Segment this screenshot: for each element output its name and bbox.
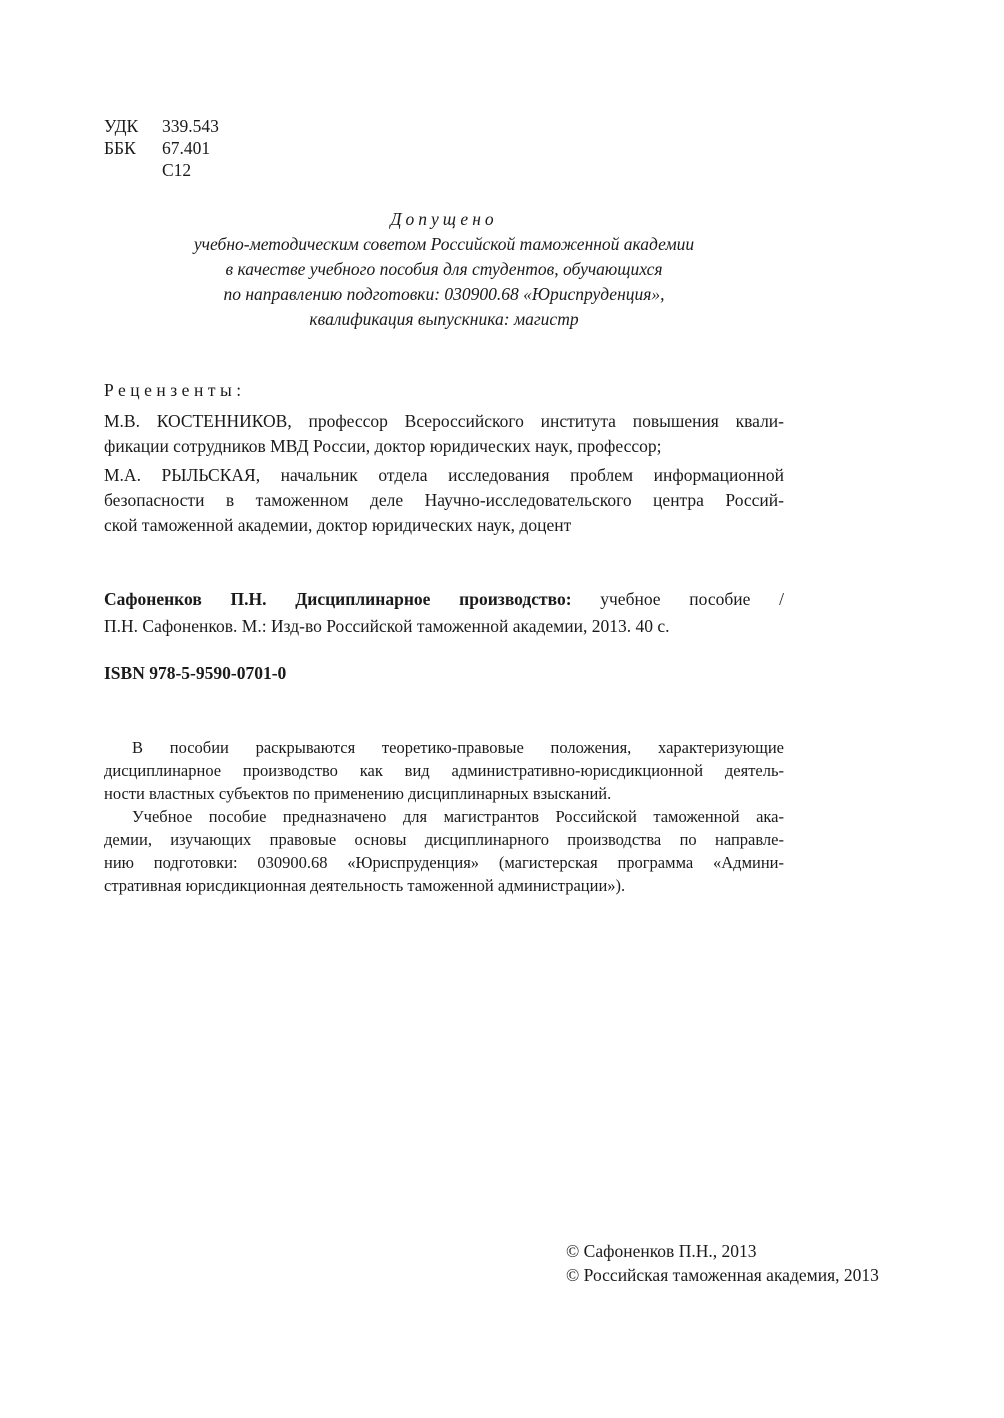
bbk-label: ББК [104, 138, 136, 158]
citation-type: учебное пособие / [571, 589, 784, 609]
reviewer-line: ской таможенной академии, доктор юридических наук, доцент [104, 515, 572, 535]
approval-block [104, 207, 784, 332]
citation-author-title: Сафоненков П.Н. Дисциплинарное производство: [104, 589, 572, 609]
reviewer-line: М.В. КОСТЕННИКОВ, профессор Всероссийского института повышения квали- [104, 411, 784, 431]
approval-line: в качестве учебного пособия для студентов, обучающихся [225, 259, 663, 279]
copyright-author: © Сафоненков П.Н., 2013 [566, 1241, 757, 1261]
annotation-line: нию подготовки: 030900.68 «Юриспруденция» (магистерская программа «Админи- [104, 853, 784, 872]
approval-line: по направлению подготовки: 030900.68 «Юриспруденция», [223, 284, 665, 304]
reviewer-line: безопасности в таможенном деле Научно-исследовательского центра Россий- [104, 490, 784, 510]
isbn: ISBN 978-5-9590-0701-0 [104, 663, 287, 683]
annotation-line: демии, изучающих правовые основы дисциплинарного производства по направле- [104, 830, 784, 849]
udk-label: УДК [104, 116, 139, 136]
udk-value: 339.543 [162, 116, 219, 136]
citation-line: П.Н. Сафоненков. М.: Изд-во Российской таможенной академии, 2013. 40 с. [104, 616, 670, 636]
citation-line [104, 586, 784, 613]
approval-heading: Допущено [390, 209, 498, 229]
approval-line: квалификация выпускника: магистр [309, 309, 579, 329]
annotation-line: дисциплинарное производство как вид административно-юрисдикционной деятель- [104, 761, 784, 780]
reviewer-2 [104, 463, 784, 538]
annotation [104, 736, 784, 897]
author-mark-row [104, 159, 219, 181]
bibliographic-citation [104, 586, 784, 640]
annotation-line: В пособии раскрываются теоретико-правовые положения, характеризующие [132, 738, 784, 757]
udk-row [104, 115, 219, 137]
annotation-line: ности властных субъектов по применению дисциплинарных взысканий. [104, 784, 612, 803]
approval-line: учебно-методическим советом Российской таможенной академии [193, 234, 695, 254]
reviewers-heading: Рецензенты: [104, 380, 246, 400]
classification-block [104, 115, 219, 181]
reviewer-line: М.А. РЫЛЬСКАЯ, начальник отдела исследования проблем информационной [104, 465, 784, 485]
reviewer-line: фикации сотрудников МВД России, доктор юридических наук, профессор; [104, 436, 662, 456]
copyright-publisher: © Российская таможенная академия, 2013 [566, 1265, 879, 1285]
annotation-line: Учебное пособие предназначено для магистрантов Российской таможенной ака- [132, 807, 784, 826]
reviewer-1 [104, 409, 784, 459]
bbk-row [104, 137, 219, 159]
author-mark: С12 [162, 160, 192, 180]
annotation-line: стративная юрисдикционная деятельность таможенной администрации»). [104, 876, 626, 895]
bbk-value: 67.401 [162, 138, 211, 158]
copyright-block [566, 1239, 879, 1287]
